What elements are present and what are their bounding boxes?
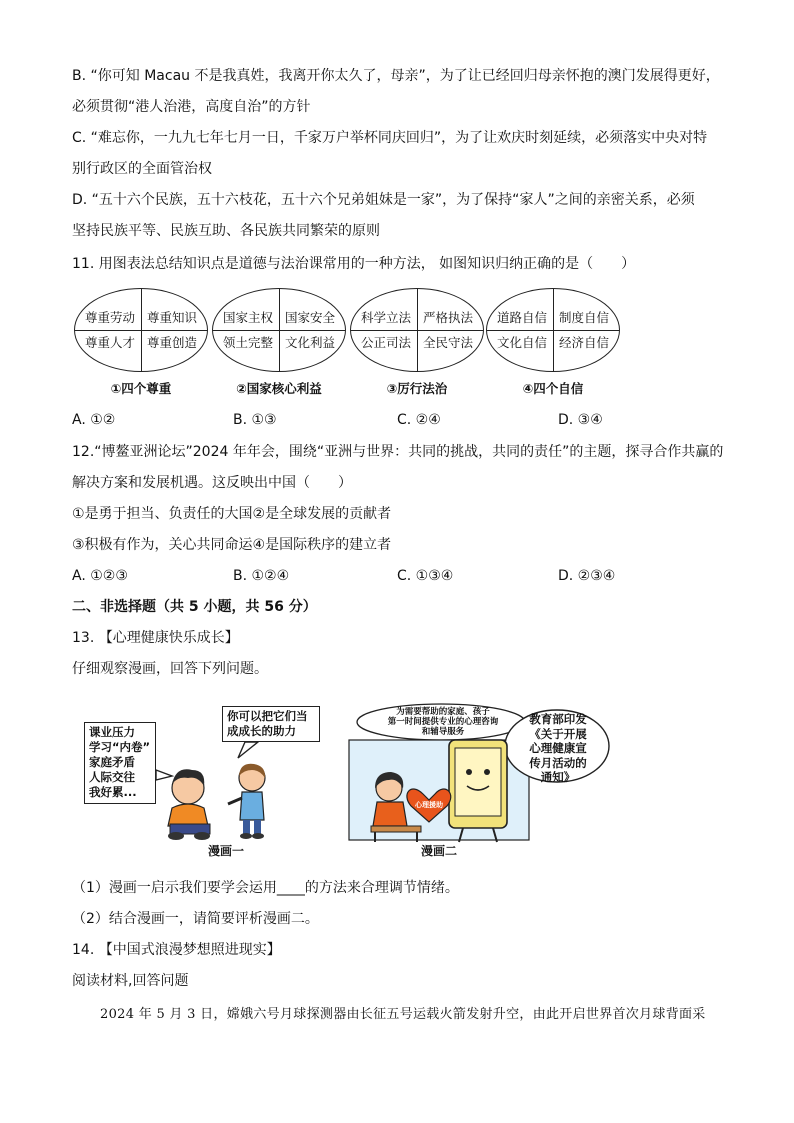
- diagram-cell: 国家安全: [284, 310, 335, 325]
- question-14-title: 14. 【中国式浪漫梦想照进现实】: [72, 942, 281, 958]
- diagram-cell: 科学立法: [360, 310, 411, 325]
- diagram-cell: 国家主权: [222, 310, 273, 325]
- option-c-line1: C. “难忘你，一九九七年七月一日，千家万户举杯同庆回归”，为了让欢庆时刻延续，必须落实中央对特: [72, 130, 708, 146]
- diagram-cell: 文化利益: [284, 335, 335, 350]
- diagram-oval-1: [74, 288, 208, 372]
- diagram-cell: 文化自信: [496, 335, 547, 350]
- option-d-line1: D. “五十六个民族，五十六枝花，五十六个兄弟姐妹是一家”，为了保持“家人”之间的亲密关系，必须: [72, 192, 695, 208]
- comic-two-notice-text: 教育部印发 《关于开展 心理健康宣 传月活动的 通知》: [529, 712, 587, 784]
- diagram-cell: 经济自信: [558, 335, 609, 350]
- heart-label: 心理援助: [415, 801, 443, 809]
- diagram-caption: ③厉行法治: [386, 381, 448, 396]
- comic-one-figures: [80, 700, 340, 860]
- comic-one: [80, 700, 340, 860]
- option-b-line1: B. “你可知 Macau 不是我真姓，我离开你太久了，母亲”，为了让已经回归母亲怀抱的澳门发展得更好，: [72, 68, 720, 84]
- q12-option-d[interactable]: D. ②③④: [558, 568, 616, 584]
- diagram-oval-3: [350, 288, 484, 372]
- diagram-cell: 领土完整: [222, 335, 273, 350]
- diagram-cell: 全民守法: [422, 335, 473, 350]
- comic-two-top-text: 为需要帮助的家庭、孩子 第一时间提供专业的心理咨询 和辅导服务: [387, 707, 499, 737]
- comic-two-caption: 漫画二: [421, 844, 458, 858]
- diagram-cell: 尊重人才: [84, 335, 135, 350]
- question-14-material: 2024 年 5 月 3 日，嫦娥六号月球探测器由长征五号运载火箭发射升空，由此开启世界首次月球背面采: [100, 1007, 706, 1022]
- diagram-cell: 道路自信: [496, 310, 547, 325]
- question-12-statements-1: ①是勇于担当、负责任的大国②是全球发展的贡献者: [72, 506, 392, 522]
- knowledge-diagram: [72, 288, 632, 400]
- question-13-part-2: （2）结合漫画一，请简要评析漫画二。: [72, 911, 319, 927]
- diagram-cell: 尊重劳动: [84, 310, 135, 325]
- q11-option-d[interactable]: D. ③④: [558, 412, 603, 428]
- question-13-title: 13. 【心理健康快乐成长】: [72, 630, 239, 646]
- q11-option-c[interactable]: C. ②④: [397, 412, 441, 428]
- diagram-caption: ①四个尊重: [110, 381, 172, 396]
- option-d-line2: 坚持民族平等、民族互助、各民族共同繁荣的原则: [72, 223, 380, 239]
- question-13-instruction: 仔细观察漫画，回答下列问题。: [72, 661, 268, 677]
- diagram-cell: 严格执法: [422, 310, 473, 325]
- diagram-cell: 尊重知识: [146, 310, 197, 325]
- q11-option-a[interactable]: A. ①②: [72, 412, 116, 428]
- question-12-statements-2: ③积极有作为，关心共同命运④是国际秩序的建立者: [72, 537, 392, 553]
- diagram-cell: 制度自信: [558, 310, 609, 325]
- question-11: 11. 用图表法总结知识点是道德与法治课常用的一种方法， 如图知识归纳正确的是（ ）: [72, 256, 636, 272]
- q12-option-c[interactable]: C. ①③④: [397, 568, 454, 584]
- question-12-line1: 12.“博鳌亚洲论坛”2024 年年会，围绕“亚洲与世界：共同的挑战，共同的责任”的主题，探寻合作共赢的: [72, 444, 724, 460]
- helper-kid-figure: [228, 764, 265, 839]
- speech-bubble-right: 你可以把它们当 成成长的助力: [222, 706, 320, 742]
- diagram-oval-2: [212, 288, 346, 372]
- diagram-caption: ④四个自信: [522, 381, 584, 396]
- option-c-line2: 别行政区的全面管治权: [72, 161, 212, 177]
- question-12-line2: 解决方案和发展机遇。这反映出中国（ ）: [72, 475, 352, 491]
- option-b-line2: 必须贯彻“港人治港，高度自治”的方针: [72, 99, 311, 115]
- speech-bubble-left: 课业压力 学习“内卷” 家庭矛盾 人际交往 我好累...: [84, 722, 156, 804]
- q11-option-b[interactable]: B. ①③: [233, 412, 277, 428]
- diagram-oval-4: [486, 288, 620, 372]
- diagram-cell: 公正司法: [360, 335, 411, 350]
- question-14-instruction: 阅读材料,回答问题: [72, 973, 189, 989]
- sad-boy-figure: [168, 769, 210, 840]
- diagram-caption: ②国家核心利益: [236, 381, 322, 396]
- section-heading: 二、非选择题（共 5 小题，共 56 分）: [72, 599, 317, 615]
- comic-two: [345, 702, 615, 860]
- comic-one-caption: 漫画一: [208, 844, 245, 858]
- diagram-cell: 尊重创造: [146, 335, 197, 350]
- q12-option-b[interactable]: B. ①②④: [233, 568, 290, 584]
- question-13-part-1: （1）漫画一启示我们要学会运用____的方法来合理调节情绪。: [72, 880, 459, 896]
- q12-option-a[interactable]: A. ①②③: [72, 568, 128, 584]
